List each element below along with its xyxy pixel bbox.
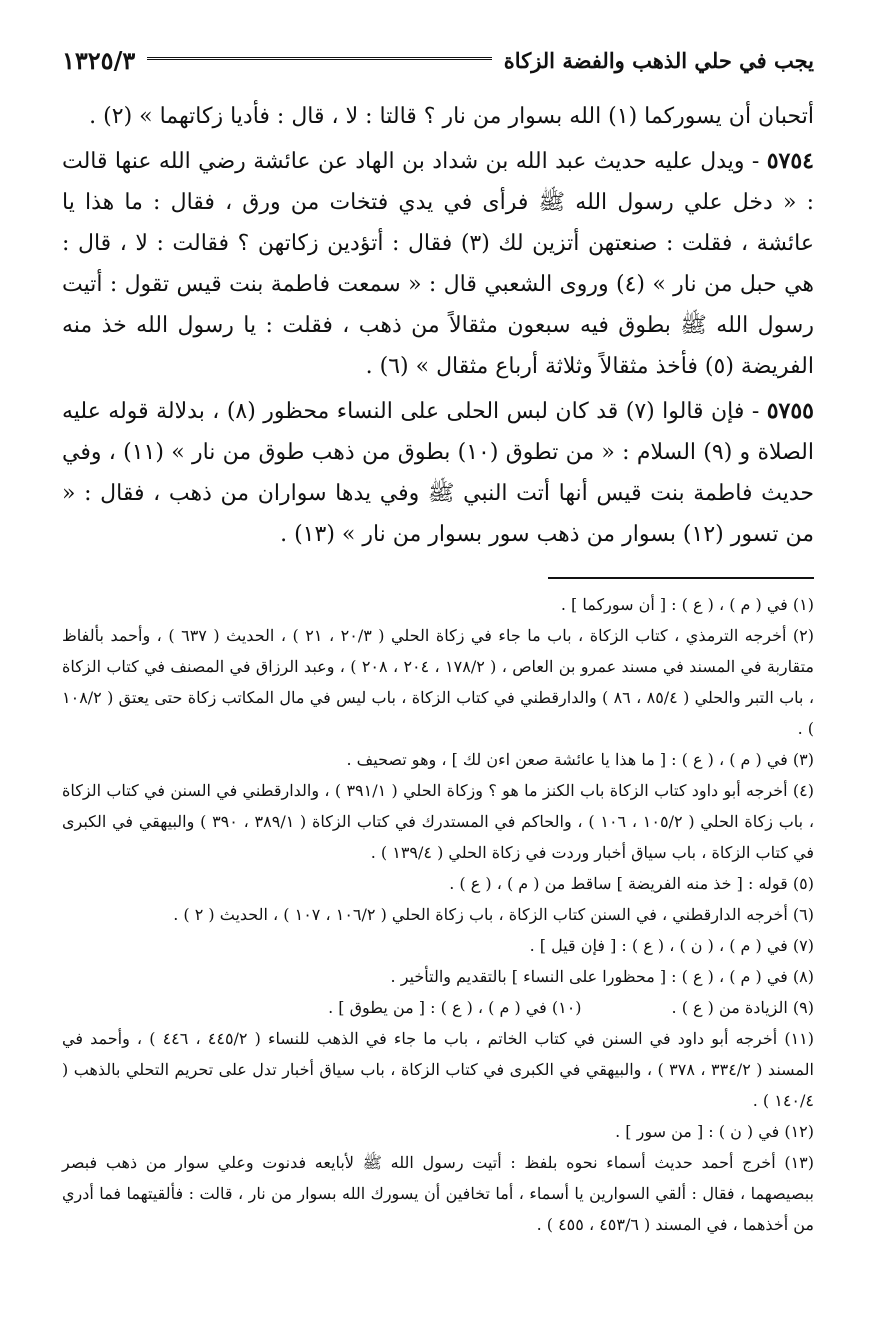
footnote-5: (٥) قوله : [ خذ منه الفريضة ] ساقط من ( م ) ، ( ع ) . (449, 874, 814, 893)
footnote-9: (٩) الزيادة من ( ع ) . (671, 998, 814, 1017)
footnote-8: (٨) في ( م ) ، ( ع ) : [ محظورا على النساء ] بالتقديم والتأخير . (390, 967, 814, 986)
footnote-7: (٧) في ( م ) ، ( ن ) ، ( ع ) : [ فإن قيل ] . (529, 936, 814, 955)
paragraph-5754 (62, 141, 814, 387)
running-header (62, 40, 814, 80)
paragraph-text: - فإن قالوا (٧) قد كان لبس الحلى على النساء محظور (٨) ، بدلالة قوله عليه الصلاة و (٩) السلام : « من تطوق (١٠) بطوق من ذهب طوق من نار » (١١) ، وفي حديث فاطمة بنت قيس أنها أتت النبي ﷺ وفي يدها سواران من ذهب ، فقال : « من تسور (١٢) بسوار من ذهب سور بسوار من نار » (١٣) . (62, 399, 815, 547)
footnote-1: (١) في ( م ) ، ( ع ) : [ أن سوركما ] . (560, 595, 814, 614)
footnote-12: (١٢) في ( ن ) : [ من سور ] . (615, 1122, 814, 1141)
header-title: يجب في حلي الذهب والفضة الزكاة (503, 47, 814, 73)
footnote-11: (١١) أخرجه أبو داود في السنن في كتاب الخاتم ، باب ما جاء في الذهب للنساء ( ٤٤٥/٢ ، ٤٤٦ ) ، وأحمد في المسند ( ٣٣٤/٢ ، ٣٧٨ ) ، والبيهقي في الكبرى في كتاب الزكاة ، باب سياق أخبار تدل على تحريم التحلي بالذهب ( ١٤٠/٤ ) . (62, 1029, 815, 1110)
paragraph-number: ٥٧٥٤ (766, 148, 814, 174)
page-number: ١٣٢٥/٣ (62, 45, 136, 75)
book-page (62, 40, 814, 1240)
footnote-row-9-10 (62, 992, 814, 1023)
header-divider (147, 57, 492, 63)
footnote-13: (١٣) أخرج أحمد حديث أسماء نحوه بلفظ : أتيت رسول الله ﷺ لأبايعه فدنوت وعلي سوار من ذهب فبصر ببصيصهما ، فقال : ألقي السوارين يا أسماء ، أما تخافين أن يسورك الله بسوار من نار ، قالت : فألقيتهما فما أدري من أخذهما ، في المسند ( ٤٥٣/٦ ، ٤٥٥ ) . (62, 1153, 815, 1234)
footnote-divider (548, 577, 814, 579)
paragraph-continuation: أتحبان أن يسوركما (١) الله بسوار من نار ؟ قالتا : لا ، قال : فأديا زكاتهما » (٢) . (89, 104, 814, 129)
main-text (62, 96, 814, 555)
paragraph-5755 (62, 391, 814, 555)
footnote-3: (٣) في ( م ) ، ( ع ) : [ ما هذا يا عائشة صعن اءن لك ] ، وهو تصحيف . (346, 750, 814, 769)
footnote-4: (٤) أخرجه أبو داود كتاب الزكاة باب الكنز ما هو ؟ وزكاة الحلي ( ٣٩١/١ ) ، والدارقطني في السنن في كتاب الزكاة ، باب زكاة الحلي ( ١٠٥/٢ ، ١٠٦ ) ، والحاكم في المستدرك في كتاب الزكاة ( ٣٨٩/١ ، ٣٩٠ ) والبيهقي في الكبرى في كتاب الزكاة ، باب سياق أخبار وردت في زكاة الحلي ( ١٣٩/٤ ) . (62, 781, 815, 862)
footnote-10: (١٠) في ( م ) ، ( ع ) : [ من يطوق ] . (328, 998, 582, 1017)
footnote-6: (٦) أخرجه الدارقطني ، في السنن كتاب الزكاة ، باب زكاة الحلي ( ١٠٦/٢ ، ١٠٧ ) ، الحديث ( ٢ ) . (173, 905, 814, 924)
footnote-2: (٢) أخرجه الترمذي ، كتاب الزكاة ، باب ما جاء في زكاة الحلي ( ٢٠/٣ ، ٢١ ) ، الحديث ( ٦٣٧ ) ، وأحمد بألفاظ متقاربة في المسند في مسند عمرو بن العاص ، ( ١٧٨/٢ ، ٢٠٤ ، ٢٠٨ ) ، وعبد الرزاق في المصنف في كتاب الزكاة ، باب التبر والحلي ( ٨٥/٤ ، ٨٦ ) والدارقطني في كتاب الزكاة ، باب ليس في مال المكاتب زكاة حتى يعتق ( ١٠٨/٢ ) . (62, 626, 815, 738)
paragraph-text: - ويدل عليه حديث عبد الله بن شداد بن الهاد عن عائشة رضي الله عنها قالت : « دخل علي رسول الله ﷺ فرأى في يدي فتخات من ورق ، فقال : ما هذا يا عائشة ، فقلت : صنعتهن أتزين لك (٣) فقال : أتؤدين زكاتهن ؟ فقالت : لا ، قال : هي حبل من نار » (٤) وروى الشعبي قال : « سمعت فاطمة بنت قيس تقول : أتيت رسول الله ﷺ بطوق فيه سبعون مثقالاً من ذهب ، فقلت : يا رسول الله خذ منه الفريضة (٥) فأخذ مثقالاً وثلاثة أرباع مثقال » (٦) . (62, 149, 815, 379)
footnotes (62, 589, 814, 1240)
paragraph-number: ٥٧٥٥ (766, 398, 814, 424)
